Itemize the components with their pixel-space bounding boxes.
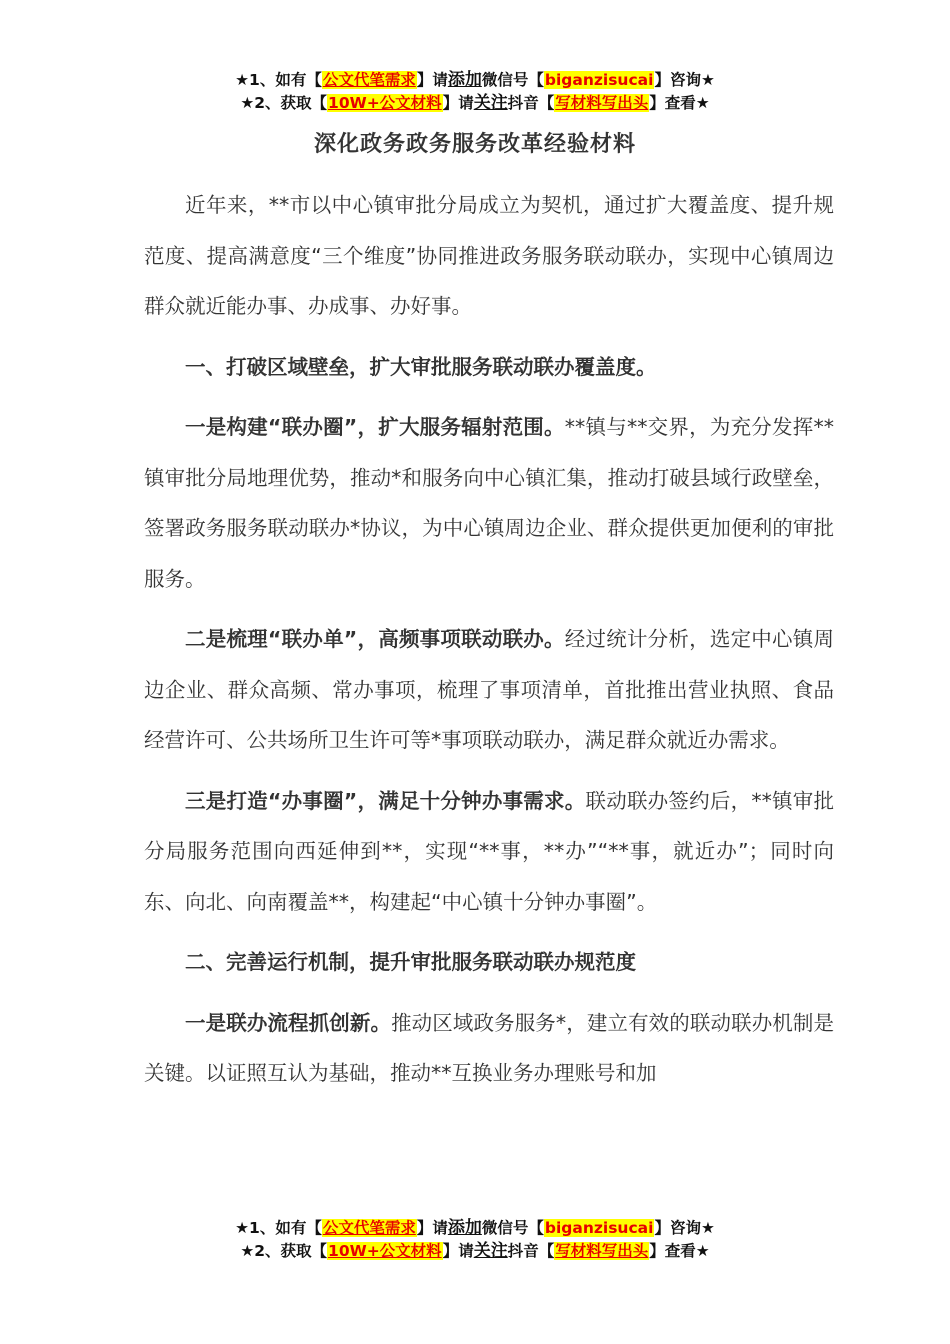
banner-emphasis: 关注 xyxy=(473,1241,508,1261)
paragraph-lead: 一是联办流程抓创新。 xyxy=(185,1010,392,1035)
paragraph xyxy=(144,402,834,604)
header-banner xyxy=(0,69,950,115)
banner-text: 】请 xyxy=(442,1242,474,1260)
intro-paragraph: 近年来，**市以中心镇审批分局成立为契机，通过扩大覆盖度、提升规范度、提高满意度“三个维度”协同推进政务服务联动联办，实现中心镇周边群众就近能办事、办成事、办好事。 xyxy=(144,193,834,318)
paragraph-text: 经过统计分析，选定中心镇周边企业、群众高频、常办事项，梳理了事项清单，首批推出营业执照、食品经营许可、公共场所卫生许可等*事项联动联办，满足群众就近办需求。 xyxy=(144,627,834,752)
banner-emphasis: 添加 xyxy=(447,70,482,90)
section-heading-text: 二、完善运行机制，提升审批服务联动联办规范度 xyxy=(185,950,636,974)
paragraph-lead: 一是构建“联办圈”，扩大服务辐射范围。 xyxy=(185,415,565,439)
paragraph-text: 推动区域政务服务*，建立有效的联动联办机制是关键。以证照互认为基础，推动**互换业务办理账号和加 xyxy=(144,1010,835,1085)
paragraph xyxy=(144,776,834,928)
paragraph xyxy=(144,998,834,1099)
banner-text: 】咨询★ xyxy=(654,1219,715,1237)
banner-text: ★1、如有【 xyxy=(235,71,322,89)
document-body xyxy=(144,180,834,1099)
banner-text: ★2、获取【 xyxy=(240,1242,328,1260)
paragraph xyxy=(144,614,834,766)
banner-line-1 xyxy=(0,1217,950,1240)
banner-text: 抖音【 xyxy=(507,1242,555,1260)
paragraph-lead: 二是梳理“联办单”，高频事项联动联办。 xyxy=(185,627,565,651)
banner-line-1 xyxy=(0,69,950,92)
highlight-service: 公文代笔需求 xyxy=(322,1219,416,1237)
banner-text: 】请 xyxy=(416,1219,448,1237)
document-title: 深化政务政务服务改革经验材料 xyxy=(313,132,636,157)
paragraph-text: 联动联办签约后，**镇审批分局服务范围向西延伸到**，实现“**事，**办”“**事，就近办”；同时向东、向北、向南覆盖**，构建起“中心镇十分钟办事圈”。 xyxy=(144,788,834,914)
banner-text: ★2、获取【 xyxy=(240,94,328,112)
highlight-service: 公文代笔需求 xyxy=(322,71,416,89)
highlight-douyin-id: 写材料写出头 xyxy=(555,94,649,112)
section-heading xyxy=(144,342,834,393)
highlight-wechat-id: biganzisucai xyxy=(544,71,654,89)
highlight-materials: 10W+公文材料 xyxy=(328,1242,442,1260)
banner-emphasis: 添加 xyxy=(447,1218,482,1238)
banner-text: 】查看★ xyxy=(649,94,710,112)
highlight-douyin-id: 写材料写出头 xyxy=(555,1242,649,1260)
banner-text: 】请 xyxy=(442,94,474,112)
banner-text: 】请 xyxy=(416,71,448,89)
section-heading xyxy=(144,937,834,988)
paragraph-text: **镇与**交界，为充分发挥**镇审批分局地理优势，推动*和服务向中心镇汇集，推动打破县域行政壁垒，签署政务服务联动联办*协议，为中心镇周边企业、群众提供更加便利的审批服务。 xyxy=(144,415,834,591)
banner-line-2 xyxy=(0,1240,950,1263)
banner-text: ★1、如有【 xyxy=(235,1219,322,1237)
banner-text: 抖音【 xyxy=(507,94,555,112)
footer-banner xyxy=(0,1217,950,1263)
paragraph-lead: 三是打造“办事圈”，满足十分钟办事需求。 xyxy=(185,788,586,813)
highlight-wechat-id: biganzisucai xyxy=(544,1219,654,1237)
banner-text: 微信号【 xyxy=(481,71,544,89)
banner-text: 微信号【 xyxy=(481,1219,544,1237)
banner-emphasis: 关注 xyxy=(473,93,508,113)
banner-line-2 xyxy=(0,92,950,115)
highlight-materials: 10W+公文材料 xyxy=(328,94,442,112)
banner-text: 】咨询★ xyxy=(654,71,715,89)
banner-text: 】查看★ xyxy=(649,1242,710,1260)
section-heading-text: 一、打破区域壁垒，扩大审批服务联动联办覆盖度。 xyxy=(185,354,657,379)
